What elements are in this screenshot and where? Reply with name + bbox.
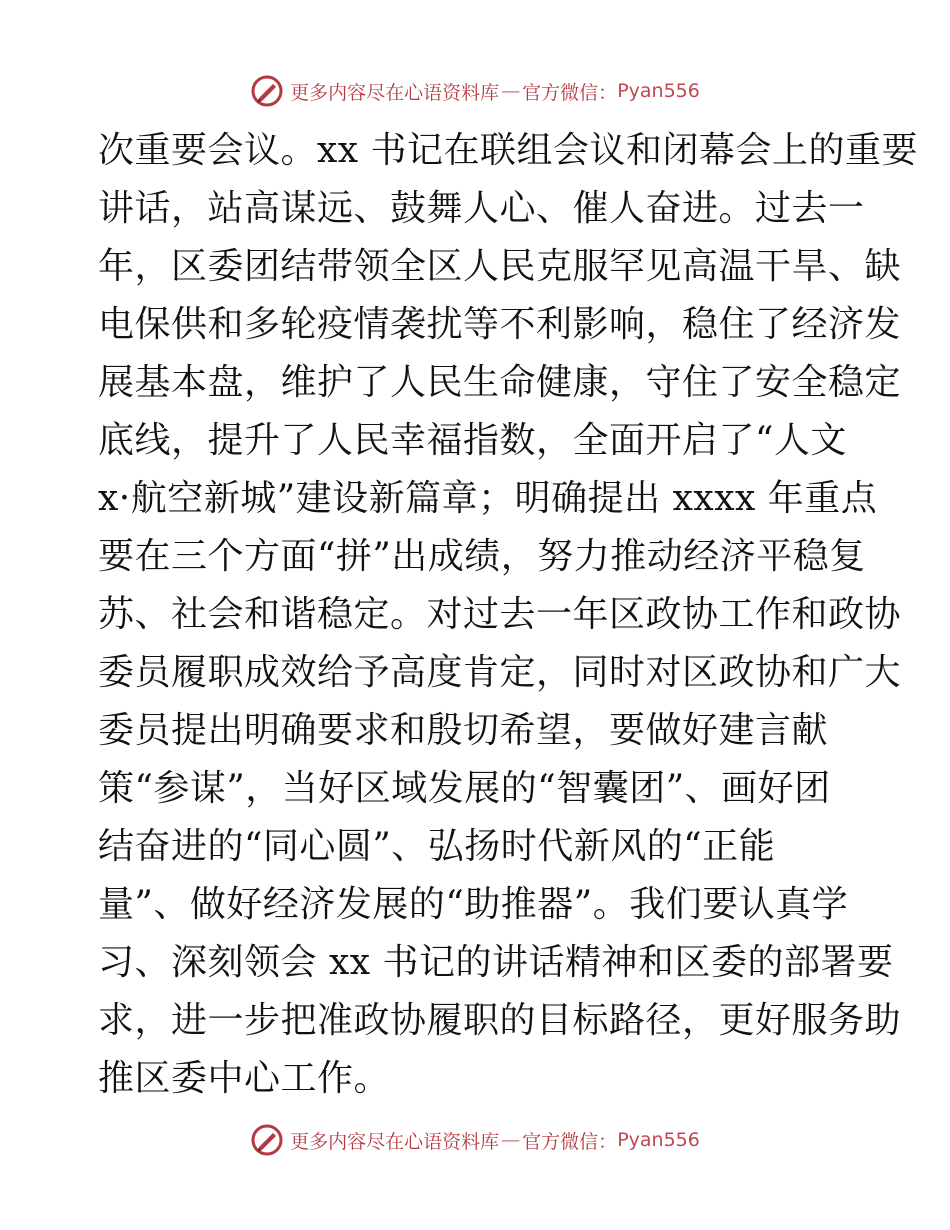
footer-watermark-banner xyxy=(0,1118,950,1162)
pen-logo-icon xyxy=(250,74,284,108)
document-body xyxy=(98,122,919,1108)
text-line: 底线，提升了人民幸福指数，全面开启了“人文 xyxy=(98,420,847,461)
text-line: 要在三个方面“拼”出成绩，努力推动经济平稳复 xyxy=(98,536,866,577)
banner-wechat-label: 官方微信： xyxy=(522,81,618,104)
banner-prefix: 更多内容尽在心语资料库 xyxy=(290,81,500,104)
text-line: 委员提出明确要求和殷切希望，要做好建言献 xyxy=(98,710,829,751)
banner-wechat-id: Pyan556 xyxy=(617,80,700,102)
banner-separator: — xyxy=(501,80,521,102)
text-line: 委员履职成效给予高度肯定，同时对区政协和广大 xyxy=(98,652,902,693)
text-line: x·航空新城”建设新篇章；明确提出 xxxx 年重点 xyxy=(98,478,878,519)
text-line: 电保供和多轮疫情袭扰等不利影响，稳住了经济发 xyxy=(98,304,902,345)
text-line: 结奋进的“同心圆”、弘扬时代新风的“正能 xyxy=(98,826,776,867)
text-line: 习、深刻领会 xx 书记的讲话精神和区委的部署要 xyxy=(98,942,894,983)
text-line: 次重要会议。xx 书记在联组会议和闭幕会上的重要 xyxy=(98,130,919,171)
pen-logo-icon xyxy=(250,1123,284,1157)
text-line: 苏、社会和谐稳定。对过去一年区政协工作和政协 xyxy=(98,594,902,635)
text-line: 求，进一步把准政协履职的目标路径，更好服务助 xyxy=(98,1000,902,1041)
text-line: 展基本盘，维护了人民生命健康，守住了安全稳定 xyxy=(98,362,902,403)
banner-wechat-id: Pyan556 xyxy=(617,1129,700,1151)
text-line: 年，区委团结带领全区人民克服罕见高温干旱、缺 xyxy=(98,246,902,287)
banner-prefix: 更多内容尽在心语资料库 xyxy=(290,1130,500,1153)
banner-separator: — xyxy=(501,1129,521,1151)
text-line: 策“参谋”，当好区域发展的“智囊团”、画好团 xyxy=(98,768,831,809)
text-line: 讲话，站高谋远、鼓舞人心、催人奋进。过去一 xyxy=(98,188,865,229)
text-line: 推区委中心工作。 xyxy=(98,1058,391,1099)
header-watermark-banner xyxy=(0,69,950,113)
text-line: 量”、做好经济发展的“助推器”。我们要认真学 xyxy=(98,884,849,925)
banner-wechat-label: 官方微信： xyxy=(522,1130,618,1153)
